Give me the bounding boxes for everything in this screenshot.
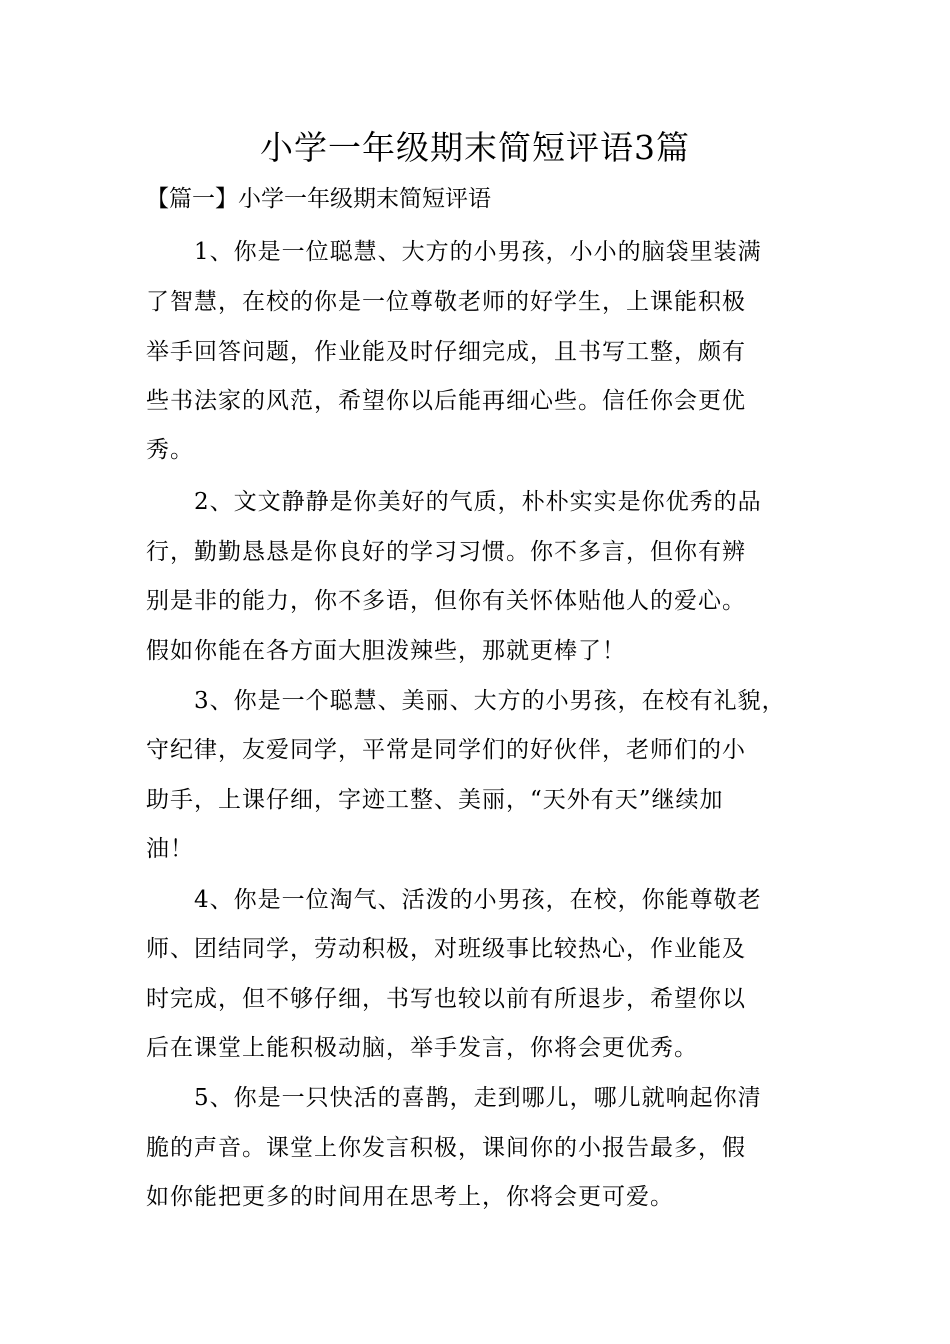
paragraph-1-line-1: 1、你是一位聪慧、大方的小男孩，小小的脑袋里装满 xyxy=(194,239,762,265)
paragraph-2-line-1: 2、文文静静是你美好的气质，朴朴实实是你优秀的品 xyxy=(194,489,762,515)
paragraph-3-line-2: 守纪律，友爱同学，平常是同学们的好伙伴，老师们的小 xyxy=(146,737,746,763)
paragraph-5-line-2: 脆的声音。课堂上你发言积极，课间你的小报告最多，假 xyxy=(146,1135,746,1161)
paragraph-1-line-3: 举手回答问题，作业能及时仔细完成，且书写工整，颇有 xyxy=(146,339,746,365)
paragraph-4-line-2: 师、团结同学，劳动积极，对班级事比较热心，作业能及 xyxy=(146,936,746,962)
paragraph-2-line-3: 别是非的能力，你不多语，但你有关怀体贴他人的爱心。 xyxy=(146,588,746,614)
paragraph-1-line-2: 了智慧，在校的你是一位尊敬老师的好学生，上课能积极 xyxy=(146,289,746,315)
paragraph-3-line-3: 助手，上课仔细，字迹工整、美丽，“天外有天”继续加 xyxy=(146,787,724,813)
paragraph-1-line-4: 些书法家的风范，希望你以后能再细心些。信任你会更优 xyxy=(146,388,746,414)
document-title: 小学一年级期末简短评语3篇 xyxy=(260,128,690,167)
paragraph-4-line-3: 时完成，但不够仔细，书写也较以前有所退步，希望你以 xyxy=(146,986,746,1012)
paragraph-5-line-1: 5、你是一只快活的喜鹊，走到哪儿，哪儿就响起你清 xyxy=(194,1085,762,1111)
paragraph-4-line-4: 后在课堂上能积极动脑，举手发言，你将会更优秀。 xyxy=(146,1035,698,1061)
paragraph-2-line-2: 行，勤勤恳恳是你良好的学习习惯。你不多言，但你有辨 xyxy=(146,539,746,565)
paragraph-2-line-4: 假如你能在各方面大胆泼辣些，那就更棒了！ xyxy=(146,638,626,664)
section-heading: 【篇一】小学一年级期末简短评语 xyxy=(146,186,491,212)
paragraph-1-line-5: 秀。 xyxy=(146,437,194,463)
paragraph-3-line-4: 油！ xyxy=(146,836,194,862)
paragraph-4-line-1: 4、你是一位淘气、活泼的小男孩，在校，你能尊敬老 xyxy=(194,887,762,913)
paragraph-3-line-1: 3、你是一个聪慧、美丽、大方的小男孩，在校有礼貌， xyxy=(194,688,786,714)
paragraph-5-line-3: 如你能把更多的时间用在思考上，你将会更可爱。 xyxy=(146,1184,674,1210)
